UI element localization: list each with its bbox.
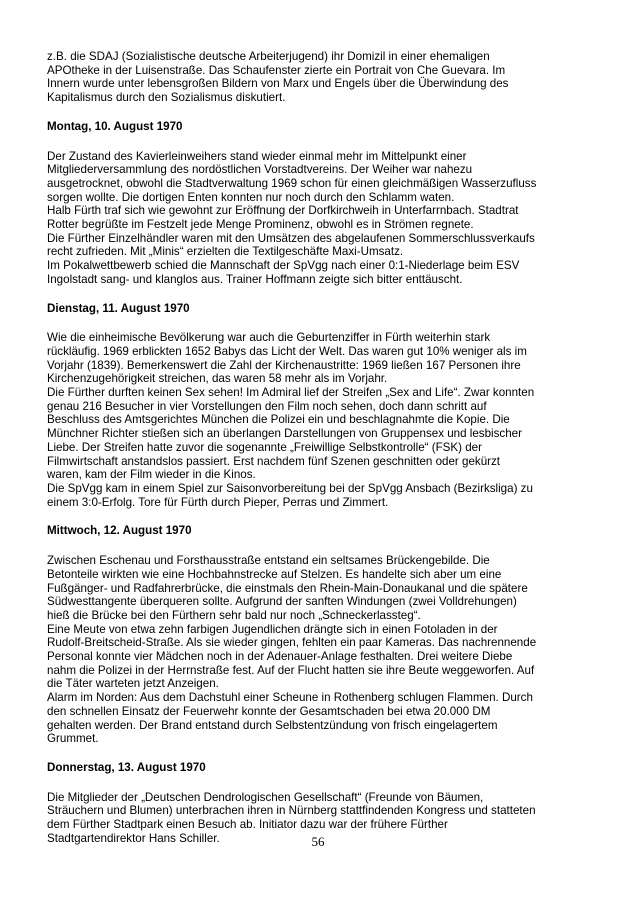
text-line: Beschluss des Amtsgerichtes München die Polizei ein und beschlagnahmte die Kopie. Die xyxy=(47,413,510,427)
text-line: Alarm im Norden: Aus dem Dachstuhl einer Scheune in Rothenberg schlugen Flammen. Durch xyxy=(47,691,533,705)
text-line: Innern wurde unter lebensgroßen Bildern von Marx und Engels über die Überwindung des xyxy=(47,77,509,91)
text-line: hieß die Brücke bei den Fürthern sehr bald nur noch „Schneckerlassteg“. xyxy=(47,608,421,622)
text-line: Die Fürther Einzelhändler waren mit den Umsätzen des abgelaufenen Sommerschlussverkaufs xyxy=(47,231,535,245)
date-heading-thursday: Donnerstag, 13. August 1970 xyxy=(47,760,206,774)
text-line: die Täter warteten jetzt Anzeigen. xyxy=(47,677,219,691)
page-number: 56 xyxy=(311,834,325,849)
text-line: Zwischen Eschenau und Forsthausstraße entstand ein seltsames Brückengebilde. Die xyxy=(47,554,490,568)
text-line: Ingolstadt sang- und klanglos aus. Trainer Hoffmann zeigte sich bitter enttäuscht. xyxy=(47,272,463,286)
text-line: ausgetrocknet, obwohl die Stadtverwaltung 1969 schon für einen gleichmäßigen Wasserzufluss xyxy=(47,176,537,190)
text-line: einem 3:0-Erfolg. Tore für Fürth durch Pieper, Perras und Zimmert. xyxy=(47,495,389,509)
text-line: Liebe. Der Streifen hatte zuvor die sogenannte „Freiwillige Selbstkontrolle“ (FSK) der xyxy=(47,440,482,454)
text-line: dem Fürther Stadtpark einen Besuch ab. Initiator dazu war der frühere Fürther xyxy=(47,818,448,832)
text-line: waren, kam der Film wieder in die Kinos. xyxy=(47,468,256,482)
text-line: recht zufrieden. Mit „Minis“ erzielten die Textilgeschäfte Maxi-Umsatz. xyxy=(47,245,404,259)
text-line: Betonteile wirkten wie eine Hochbahnstrecke auf Stelzen. Es handelte sich aber um eine xyxy=(47,567,502,581)
section-monday-text xyxy=(47,150,595,287)
text-line: z.B. die SDAJ (Sozialistische deutsche Arbeiterjugend) ihr Domizil in einer ehemaligen xyxy=(47,50,490,63)
text-line: Die SpVgg kam in einem Spiel zur Saisonvorbereitung bei der SpVgg Ansbach (Bezirksliga) zu xyxy=(47,481,533,495)
text-line: den schnellen Einsatz der Feuerwehr konnte der Gesamtschaden bei etwa 20.000 DM xyxy=(47,704,491,718)
text-line: Kapitalismus durch den Sozialismus diskutiert. xyxy=(47,91,286,105)
text-line: Filmwirtschaft anstandslos passiert. Erst nachdem fünf Szenen geschnitten oder gekürzt xyxy=(47,454,501,468)
text-line: rückläufig. 1969 erblickten 1652 Babys das Licht der Welt. Das waren gut 10% weniger als im xyxy=(47,344,527,358)
date-heading-tuesday: Dienstag, 11. August 1970 xyxy=(47,301,190,315)
date-heading-wednesday: Mittwoch, 12. August 1970 xyxy=(47,524,192,538)
text-line: Personal konnte vier Mädchen noch in der Adenauer-Anlage festhalten. Drei weitere Diebe xyxy=(47,650,513,664)
text-line: Kirchenzugehörigkeit streichen, das waren 58 mehr als im Vorjahr. xyxy=(47,372,388,386)
intro-paragraph xyxy=(47,50,595,105)
section-wednesday-text xyxy=(47,554,595,746)
text-line: Münchner Richter stießen sich an überlangen Darstellungen von Gruppensex und lesbischer xyxy=(47,427,522,441)
text-line: Fußgänger- und Radfahrerbrücke, die einstmals den Rhein-Main-Donaukanal und die spätere xyxy=(47,581,528,595)
text-line: nahm die Polizei in der Herrnstraße fest. Auf der Flucht hatten sie ihre Beute weggeworfen. Auf xyxy=(47,663,535,677)
text-line: Halb Fürth traf sich wie gewohnt zur Eröffnung der Dorfkirchweih in Unterfarrnbach. Stadtrat xyxy=(47,204,519,218)
text-line: Rotter begrüßte im Festzelt jede Menge Prominenz, obwohl es in Strömen regnete. xyxy=(47,218,474,232)
text-line: Mitgliederversammlung des nordöstlichen Vorstadtvereins. Der Weiher war nahezu xyxy=(47,163,473,177)
text-line: Die Mitglieder der „Deutschen Dendrologischen Gesellschaft“ (Freunde von Bäumen, xyxy=(47,790,484,804)
text-line: Rudolf-Breitscheid-Straße. Als sie wieder gingen, fehlten ein paar Kameras. Das nachrennende xyxy=(47,636,537,650)
text-line: Wie die einheimische Bevölkerung war auch die Geburtenziffer in Fürth weiterhin stark xyxy=(47,331,491,345)
text-line: genau 216 Besucher in vier Vorstellungen den Film noch sehen, doch dann schritt auf xyxy=(47,399,487,413)
text-line: Südwesttangente überqueren sollte. Aufgrund der sanften Windungen (zwei Volldrehungen) xyxy=(47,595,517,609)
text-line: Eine Meute von etwa zehn farbigen Jugendlichen drängte sich in einen Fotoladen in der xyxy=(47,622,498,636)
text-line: Der Zustand des Kavierleinweihers stand wieder einmal mehr im Mittelpunkt einer xyxy=(47,149,467,163)
text-line: APOtheke in der Luisenstraße. Das Schaufenster zierte ein Portrait von Che Guevara. Im xyxy=(47,63,506,77)
text-line: Stadtgartendirektor Hans Schiller. xyxy=(47,831,220,845)
text-line: Im Pokalwettbewerb schied die Mannschaft der SpVgg nach einer 0:1-Niederlage beim ESV xyxy=(47,259,520,273)
text-line: Vorjahr (1839). Bemerkenswert die Zahl der Kirchenaustritte: 1969 ließen 167 Personen ihre xyxy=(47,358,521,372)
text-line: sorgen wollte. Die dortigen Enten konnten nur noch durch den Schlamm waten. xyxy=(47,190,455,204)
document-page xyxy=(47,50,595,845)
section-tuesday-text xyxy=(47,331,595,509)
text-line: Grummet. xyxy=(47,732,99,746)
date-heading-monday: Montag, 10. August 1970 xyxy=(47,119,183,133)
text-line: gehalten werden. Der Brand entstand durch Selbstentzündung von frisch eingelagertem xyxy=(47,718,498,732)
text-line: Die Fürther durften keinen Sex sehen! Im Admiral lief der Streifen „Sex and Life“. Zwar konnten xyxy=(47,386,535,400)
text-line: Sträuchern und Blumen) unterbrachen ihren in Nürnberg stattfindenden Kongress und statteten xyxy=(47,804,536,818)
